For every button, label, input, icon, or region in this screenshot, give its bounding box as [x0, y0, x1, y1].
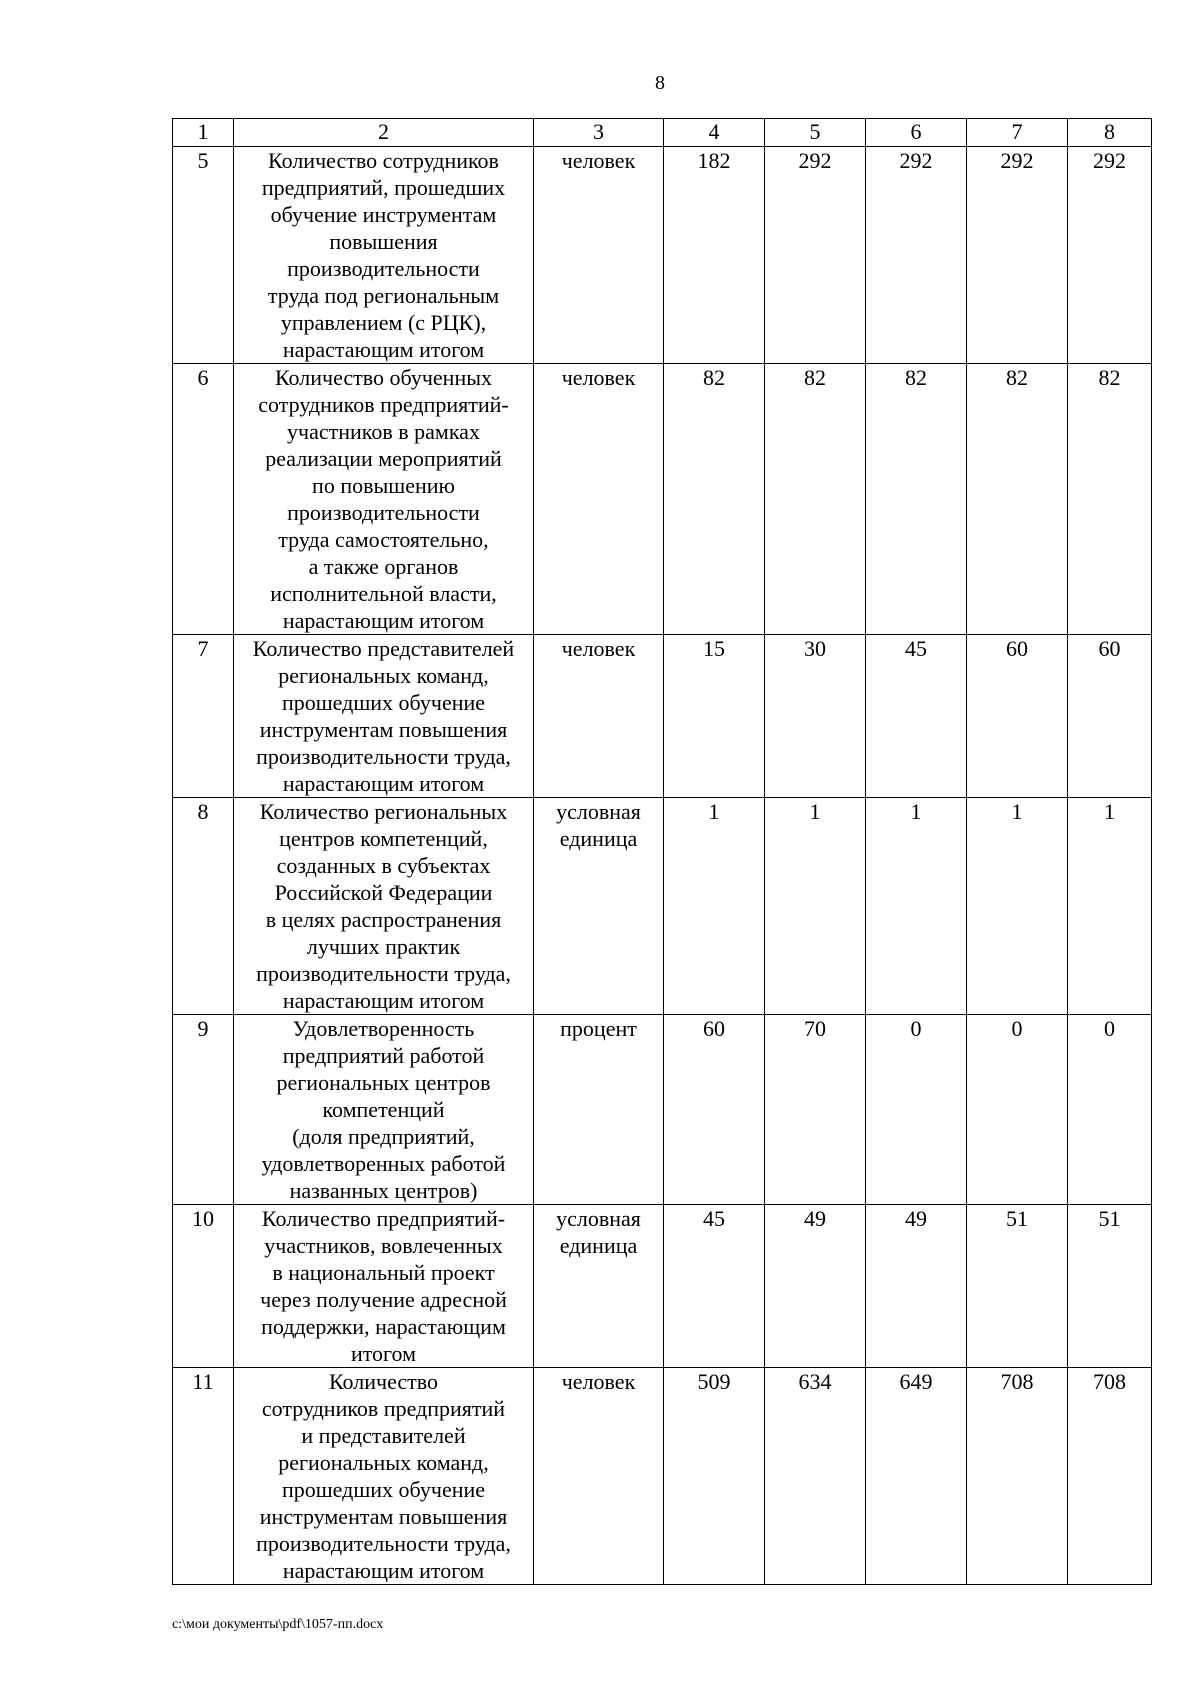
value-cell: 292	[866, 147, 967, 364]
header-cell: 4	[664, 119, 765, 147]
indicator-name-cell: Количество предприятий- участников, вовлеченных в национальный проект через получение адресной поддержки, нарастающим итогом	[234, 1205, 534, 1368]
indicator-name-cell: Количество обученных сотрудников предприятий- участников в рамках реализации мероприятий по повышению производительности труда самостоятельно, а также органов исполнительной власти, нарастающим итогом	[234, 364, 534, 635]
value-cell: 51	[1068, 1205, 1152, 1368]
row-number-cell: 9	[173, 1015, 234, 1205]
unit-cell: человек	[534, 1368, 664, 1585]
value-cell: 1	[866, 798, 967, 1015]
row-number-cell: 10	[173, 1205, 234, 1368]
value-cell: 45	[866, 635, 967, 798]
header-cell: 8	[1068, 119, 1152, 147]
footer-file-path: c:\мои документы\pdf\1057-пп.docx	[172, 1617, 384, 1632]
unit-cell: условная единица	[534, 1205, 664, 1368]
value-cell: 82	[664, 364, 765, 635]
value-cell: 708	[967, 1368, 1068, 1585]
table-row	[173, 364, 1152, 635]
value-cell: 1	[765, 798, 866, 1015]
header-cell: 1	[173, 119, 234, 147]
indicator-name-cell: Удовлетворенность предприятий работой региональных центров компетенций (доля предприятий, удовлетворенных работой названных центров)	[234, 1015, 534, 1205]
indicator-name-cell: Количество региональных центров компетенций, созданных в субъектах Российской Федерации в целях распространения лучших практик производительности труда, нарастающим итогом	[234, 798, 534, 1015]
value-cell: 708	[1068, 1368, 1152, 1585]
indicator-name-cell: Количество сотрудников предприятий и представителей региональных команд, прошедших обучение инструментам повышения производительности труда, нарастающим итогом	[234, 1368, 534, 1585]
unit-cell: человек	[534, 147, 664, 364]
value-cell: 82	[765, 364, 866, 635]
value-cell: 292	[765, 147, 866, 364]
header-cell: 5	[765, 119, 866, 147]
row-number-cell: 7	[173, 635, 234, 798]
value-cell: 292	[967, 147, 1068, 364]
table-row	[173, 147, 1152, 364]
header-cell: 2	[234, 119, 534, 147]
value-cell: 0	[866, 1015, 967, 1205]
table-row	[173, 798, 1152, 1015]
page-number: 8	[655, 72, 665, 94]
value-cell: 45	[664, 1205, 765, 1368]
value-cell: 1	[1068, 798, 1152, 1015]
row-number-cell: 5	[173, 147, 234, 364]
header-cell: 7	[967, 119, 1068, 147]
table-row	[173, 1015, 1152, 1205]
table-row	[173, 635, 1152, 798]
value-cell: 182	[664, 147, 765, 364]
value-cell: 1	[664, 798, 765, 1015]
value-cell: 51	[967, 1205, 1068, 1368]
indicator-name-cell: Количество сотрудников предприятий, прошедших обучение инструментам повышения производительности труда под региональным управлением (с РЦК), нарастающим итогом	[234, 147, 534, 364]
value-cell: 60	[664, 1015, 765, 1205]
unit-cell: человек	[534, 364, 664, 635]
value-cell: 15	[664, 635, 765, 798]
value-cell: 292	[1068, 147, 1152, 364]
value-cell: 60	[1068, 635, 1152, 798]
value-cell: 70	[765, 1015, 866, 1205]
value-cell: 82	[1068, 364, 1152, 635]
value-cell: 509	[664, 1368, 765, 1585]
indicators-table	[172, 118, 1152, 1585]
unit-cell: человек	[534, 635, 664, 798]
unit-cell: процент	[534, 1015, 664, 1205]
value-cell: 0	[1068, 1015, 1152, 1205]
row-number-cell: 6	[173, 364, 234, 635]
value-cell: 82	[967, 364, 1068, 635]
unit-cell: условная единица	[534, 798, 664, 1015]
value-cell: 49	[765, 1205, 866, 1368]
header-cell: 3	[534, 119, 664, 147]
table-row	[173, 1368, 1152, 1585]
table-row	[173, 1205, 1152, 1368]
header-cell: 6	[866, 119, 967, 147]
row-number-cell: 8	[173, 798, 234, 1015]
value-cell: 1	[967, 798, 1068, 1015]
row-number-cell: 11	[173, 1368, 234, 1585]
value-cell: 0	[967, 1015, 1068, 1205]
indicator-name-cell: Количество представителей региональных команд, прошедших обучение инструментам повышения производительности труда, нарастающим итогом	[234, 635, 534, 798]
value-cell: 649	[866, 1368, 967, 1585]
value-cell: 30	[765, 635, 866, 798]
value-cell: 49	[866, 1205, 967, 1368]
value-cell: 634	[765, 1368, 866, 1585]
table-header-row	[173, 119, 1152, 147]
value-cell: 60	[967, 635, 1068, 798]
value-cell: 82	[866, 364, 967, 635]
